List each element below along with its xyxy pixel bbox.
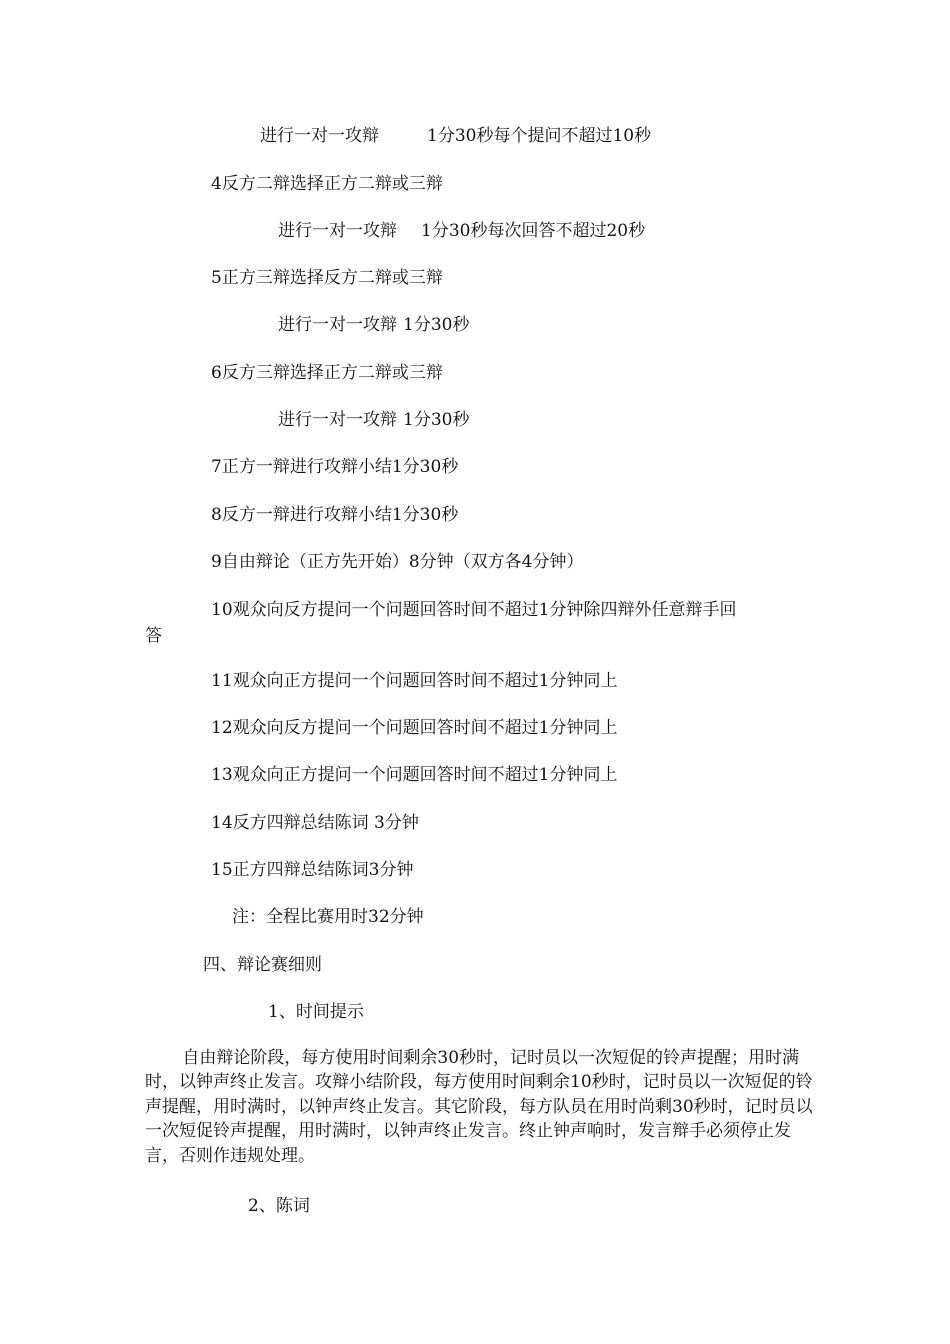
- schedule-item-14: 14反方四辩总结陈词 3分钟: [211, 813, 419, 833]
- schedule-item-6: 6反方三辩选择正方二辩或三辩: [211, 363, 443, 383]
- schedule-item-7: 7正方一辩进行攻辩小结1分30秒: [211, 457, 459, 477]
- schedule-item-9: 9自由辩论（正方先开始）8分钟（双方各4分钟）: [211, 552, 584, 572]
- line-time: 1分30秒每个提问不超过10秒: [427, 126, 652, 146]
- section-heading-4: 四、辩论赛细则: [203, 955, 322, 975]
- line-time: 1分30秒: [403, 410, 470, 430]
- schedule-item-13: 13观众向正方提问一个问题回答时间不超过1分钟同上: [211, 765, 618, 785]
- schedule-item-12: 12观众向反方提问一个问题回答时间不超过1分钟同上: [211, 718, 618, 738]
- subheading-statement: 2、陈词: [248, 1196, 310, 1216]
- schedule-line-5-detail: [278, 313, 469, 337]
- schedule-item-10-wrap: 答: [145, 626, 162, 646]
- schedule-line-3-detail: [260, 124, 651, 148]
- line-text: 进行一对一攻辩: [278, 410, 397, 430]
- subheading-time-prompt: 1、时间提示: [268, 1002, 364, 1022]
- line-time: 1分30秒每次回答不超过20秒: [421, 221, 646, 241]
- schedule-line-6-detail: [278, 408, 469, 432]
- schedule-item-5: 5正方三辩选择反方二辩或三辩: [211, 268, 443, 288]
- schedule-item-15: 15正方四辩总结陈词3分钟: [211, 860, 414, 880]
- time-prompt-paragraph: 自由辩论阶段，每方使用时间剩余30秒时，记时员以一次短促的铃声提醒；用时满时，以钟声终止发言。攻辩小结阶段，每方使用时间剩余10秒时，记时员以一次短促的铃声提醒，用时满时，以钟声终止发言。其它阶段，每方队员在用时尚剩30秒时，记时员以一次短促铃声提醒，用时满时，以钟声终止发言。终止钟声响时，发言辩手必须停止发言，否则作违规处理。: [145, 1048, 813, 1166]
- total-time-note: 注：全程比赛用时32分钟: [232, 907, 424, 927]
- schedule-item-4: 4反方二辩选择正方二辩或三辩: [211, 174, 443, 194]
- line-text: 进行一对一攻辩: [278, 315, 397, 335]
- line-time: 1分30秒: [403, 315, 470, 335]
- schedule-item-8: 8反方一辩进行攻辩小结1分30秒: [211, 505, 459, 525]
- line-text: 进行一对一攻辩: [260, 126, 379, 146]
- schedule-item-11: 11观众向正方提问一个问题回答时间不超过1分钟同上: [211, 671, 618, 691]
- schedule-line-4-detail: [278, 219, 645, 243]
- line-text: 进行一对一攻辩: [278, 221, 397, 241]
- schedule-item-10: 10观众向反方提问一个问题回答时间不超过1分钟除四辩外任意辩手回: [211, 600, 737, 620]
